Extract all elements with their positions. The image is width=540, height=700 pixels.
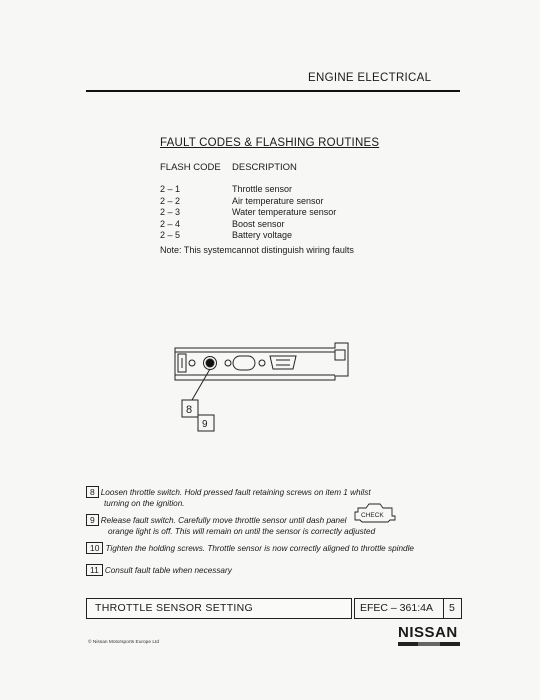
callout-label: 8 — [186, 404, 193, 416]
step-text: Release fault switch. Carefully move throttle sensor until dash panel — [100, 516, 347, 525]
step-text: Consult fault table when necessary — [104, 566, 232, 575]
column-header-flash-code: FLASH CODE — [160, 162, 221, 173]
code-description: Boost sensor — [232, 218, 285, 229]
step-text-cont: turning on the ignition. — [104, 498, 185, 508]
instruction-step — [86, 564, 232, 577]
callout-label: 9 — [202, 419, 208, 430]
step-number: 10 — [86, 542, 103, 554]
flash-code: 2 – 4 — [160, 218, 181, 229]
code-description: Water temperature sensor — [232, 207, 337, 217]
column-header-description: DESCRIPTION — [232, 162, 297, 173]
check-engine-lamp-icon — [352, 502, 398, 524]
document-reference: EFEC – 361:4A — [360, 602, 433, 614]
page-title: FAULT CODES & FLASHING ROUTINES — [160, 137, 380, 149]
code-description: Air temperature sensor — [232, 195, 324, 206]
step-text: Loosen throttle switch. Hold pressed fault retaining screws on item 1 whilst — [100, 488, 371, 497]
footer-title-box — [86, 598, 352, 619]
flash-code: 2 – 3 — [160, 207, 181, 217]
footer-title: THROTTLE SENSOR SETTING — [95, 602, 253, 614]
instruction-step — [86, 486, 371, 509]
note-text: Note: This systemcannot distinguish wiring faults — [160, 245, 354, 255]
header-section-title: ENGINE ELECTRICAL — [308, 72, 432, 84]
step-text: Tighten the holding screws. Throttle sensor is now correctly aligned to throttle spindle — [105, 544, 414, 553]
footer-page-box — [443, 598, 462, 619]
brand-logo: NISSAN — [398, 624, 458, 641]
code-description: Throttle sensor — [232, 184, 293, 194]
ecu-diagram — [170, 338, 370, 438]
check-lamp-label: CHECK — [361, 512, 384, 519]
flash-code-list — [160, 184, 180, 242]
instruction-step — [86, 542, 414, 555]
flash-code: 2 – 2 — [160, 195, 181, 206]
step-number: 8 — [86, 486, 99, 498]
page-number: 5 — [449, 602, 455, 614]
instruction-step — [86, 514, 375, 537]
code-description: Battery voltage — [232, 230, 293, 240]
step-number: 9 — [86, 514, 99, 526]
flash-code: 2 – 5 — [160, 230, 181, 240]
header-rule — [86, 90, 460, 92]
description-list — [232, 184, 336, 242]
step-number: 11 — [86, 564, 103, 576]
footer-ref-box — [354, 598, 444, 619]
step-text-cont: orange light is off. This will remain on until the sensor is correctly adjusted — [108, 526, 376, 536]
flash-code: 2 – 1 — [160, 184, 181, 194]
copyright-text: © Nissan Motorsports Europe Ltd — [88, 640, 159, 645]
brand-stripe — [398, 642, 460, 646]
